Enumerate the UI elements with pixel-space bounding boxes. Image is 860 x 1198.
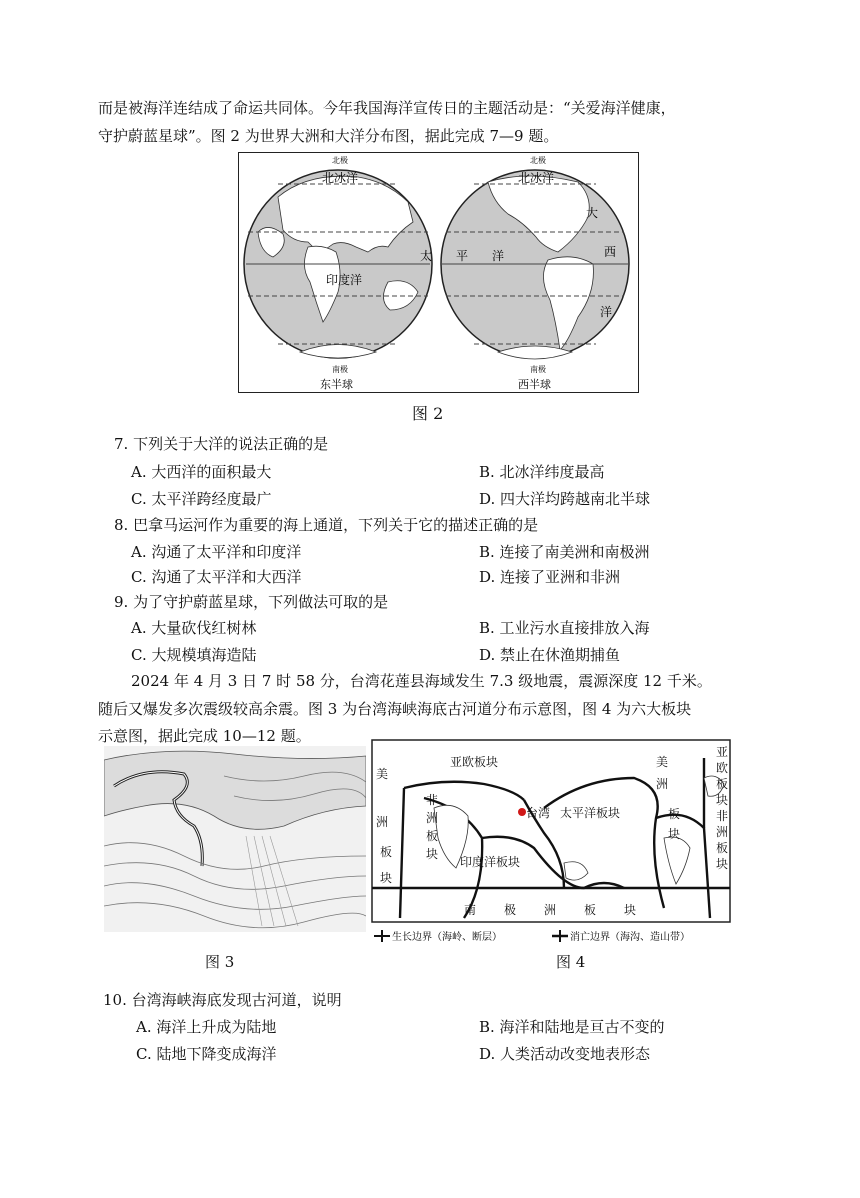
east-hemisphere-name: 东半球 [320, 378, 353, 391]
taiwan-marker [518, 808, 526, 816]
eurasian-plate-label: 亚欧板块 [450, 755, 499, 769]
q10-option-c: C. 陆地下降变成海洋 [136, 1045, 277, 1063]
figure-4-plate-map [364, 738, 734, 950]
west-south-pole-label: 南极 [530, 365, 546, 374]
west-xi-label: 西 [604, 245, 617, 259]
american-char-2: 洲 [656, 777, 669, 791]
antarctic-char-3: 洲 [544, 903, 557, 917]
q7-option-a: A. 大西洋的面积最大 [131, 463, 272, 481]
west-yang-label: 洋 [492, 249, 505, 263]
east-tai-label: 太 [420, 249, 433, 263]
indian-ocean-label: 印度洋 [326, 273, 363, 287]
figure-4-caption: 图 4 [556, 953, 586, 971]
legend-growing-boundary: 生长边界（海岭、断层） [392, 932, 502, 943]
african-plate-char-4: 块 [426, 847, 439, 861]
right-african-char-4: 块 [716, 857, 729, 871]
taiwan-label: 台湾 [526, 806, 551, 820]
passage-line-2: 随后又爆发多次震级较高余震。图 3 为台湾海峡海底古河道分布示意图，图 4 为六大板块 [98, 700, 692, 718]
passage-line-1: 2024 年 4 月 3 日 7 时 58 分，台湾花莲县海域发生 7.3 级地震，震源深度 12 千米。 [131, 672, 712, 690]
right-eurasian-char-2: 欧 [716, 761, 729, 775]
q9-option-b: B. 工业污水直接排放入海 [479, 619, 650, 637]
antarctic-char-5: 块 [624, 903, 637, 917]
left-american-char-4: 块 [380, 871, 393, 885]
right-african-char-2: 洲 [716, 825, 729, 839]
west-hemisphere-name: 西半球 [518, 378, 551, 391]
indian-plate-label: 印度洋板块 [460, 855, 521, 869]
q10-stem: 10. 台湾海峡海底发现古河道，说明 [103, 991, 342, 1009]
figure-3-caption: 图 3 [205, 953, 235, 971]
q8-stem: 8. 巴拿马运河作为重要的海上通道，下列关于它的描述正确的是 [114, 516, 539, 534]
left-american-char-3: 板 [380, 845, 393, 859]
intro-line-2: 守护蔚蓝星球”。图 2 为世界大洲和大洋分布图，据此完成 7—9 题。 [98, 127, 559, 145]
q8-option-b: B. 连接了南美洲和南极洲 [479, 543, 650, 561]
q9-option-d: D. 禁止在休渔期捕鱼 [479, 646, 621, 664]
african-plate-char-2: 洲 [426, 811, 439, 825]
right-eurasian-char-1: 亚 [716, 745, 729, 759]
pacific-plate-label: 太平洋板块 [560, 806, 621, 820]
african-plate-char-3: 板 [426, 829, 439, 843]
west-da-label: 大 [586, 206, 599, 220]
left-american-char-2: 洲 [376, 815, 389, 829]
right-african-char-3: 板 [716, 841, 729, 855]
intro-line-1: 而是被海洋连结成了命运共同体。今年我国海洋宣传日的主题活动是：“关爱海洋健康， [98, 99, 676, 117]
figure-3-seabed-illustration [104, 746, 366, 936]
legend-subduction-boundary: 消亡边界（海沟、造山带） [570, 932, 690, 943]
west-yang2-label: 洋 [600, 305, 613, 319]
figure-2-caption: 图 2 [412, 404, 444, 423]
q7-stem: 7. 下列关于大洋的说法正确的是 [114, 435, 329, 453]
q9-stem: 9. 为了守护蔚蓝星球，下列做法可取的是 [114, 593, 389, 611]
antarctic-char-1: 南 [464, 903, 477, 917]
american-char-3: 板 [668, 807, 681, 821]
right-eurasian-char-3: 板 [716, 777, 729, 791]
american-char-1: 美 [656, 755, 669, 769]
american-char-4: 块 [668, 827, 681, 841]
q10-option-d: D. 人类活动改变地表形态 [479, 1045, 651, 1063]
east-south-pole-label: 南极 [332, 365, 348, 374]
q7-option-b: B. 北冰洋纬度最高 [479, 463, 605, 481]
q8-option-c: C. 沟通了太平洋和大西洋 [131, 568, 302, 586]
west-north-pole-label: 北极 [530, 156, 546, 165]
passage-line-3: 示意图，据此完成 10—12 题。 [98, 727, 311, 745]
q9-option-a: A. 大量砍伐红树林 [131, 619, 257, 637]
q7-option-c: C. 太平洋跨经度最广 [131, 490, 272, 508]
left-american-char-1: 美 [376, 767, 389, 781]
figure-4-legend [374, 930, 690, 943]
q8-option-d: D. 连接了亚洲和非洲 [479, 568, 621, 586]
figure-2-world-map [238, 152, 642, 398]
right-eurasian-char-4: 块 [716, 793, 729, 807]
q9-option-c: C. 大规模填海造陆 [131, 646, 257, 664]
african-plate-char-1: 非 [426, 793, 439, 807]
q8-option-a: A. 沟通了太平洋和印度洋 [131, 543, 302, 561]
west-ping-label: 平 [456, 249, 469, 263]
west-arctic-ocean-label: 北冰洋 [518, 171, 555, 185]
east-north-pole-label: 北极 [332, 156, 348, 165]
antarctic-char-4: 板 [584, 903, 597, 917]
q10-option-b: B. 海洋和陆地是亘古不变的 [479, 1018, 665, 1036]
q7-option-d: D. 四大洋均跨越南北半球 [479, 490, 651, 508]
antarctic-char-2: 极 [504, 903, 517, 917]
east-arctic-ocean-label: 北冰洋 [322, 171, 359, 185]
q10-option-a: A. 海洋上升成为陆地 [136, 1018, 277, 1036]
right-african-char-1: 非 [716, 809, 729, 823]
